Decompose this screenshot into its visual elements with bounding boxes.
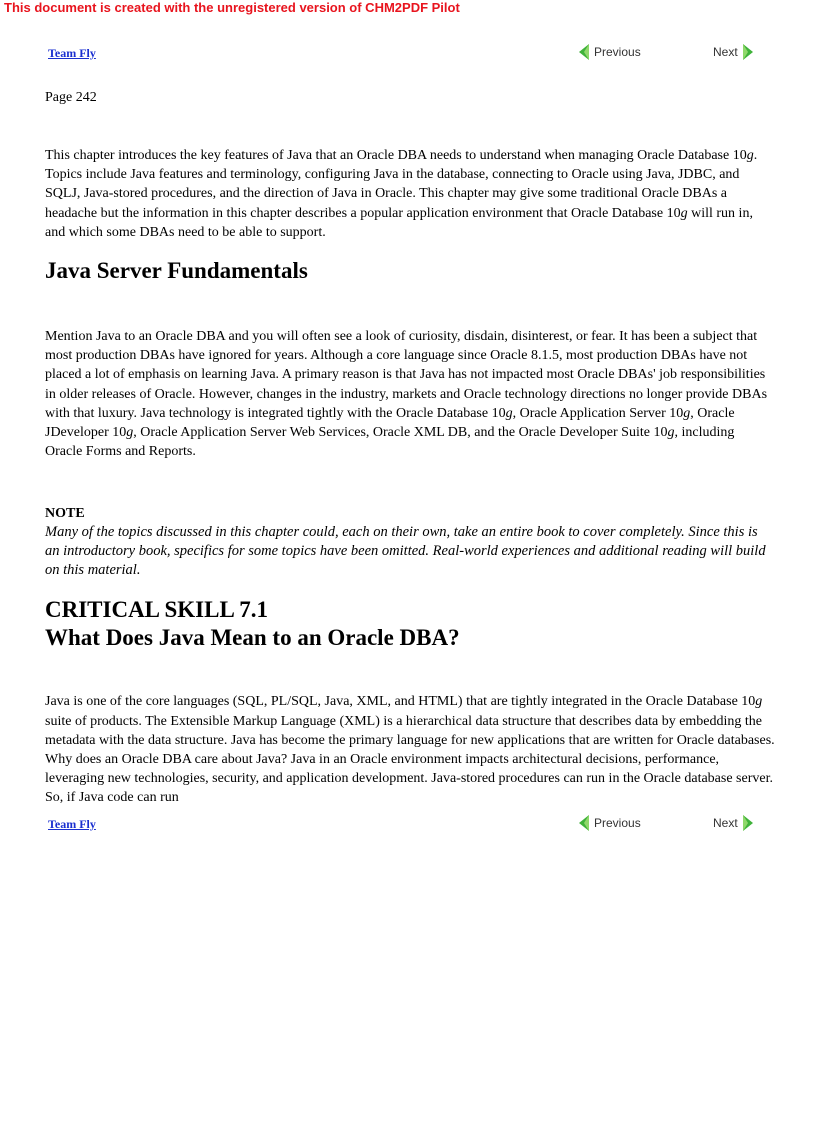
page-number: Page 242: [45, 90, 97, 105]
team-fly-link[interactable]: Team Fly: [48, 46, 96, 60]
previous-button[interactable]: [578, 43, 641, 61]
next-arrow-icon: [742, 43, 754, 61]
intro-paragraph: This chapter introduces the key features of Java that an Oracle DBA needs to understand when managing Oracle Database 10g. Topics include Java features and terminology, configuring Java in the database, connecting to Oracle using Java, JDBC, and SQLJ, Java-stored procedures, and the direction of Java in Oracle. This chapter may give some traditional Oracle DBAs a headache but the information in this chapter describes a popular application environment that Oracle Database 10g will run in, and which some DBAs need to be able to support.: [45, 148, 758, 240]
previous-label: Previous: [594, 45, 641, 59]
note-text: Many of the topics discussed in this chapter could, each on their own, take an entire book to cover completely. Since this is an introductory book, specifics for some topics have been omitted. Real-world experiences and additional reading will build on this material.: [45, 524, 766, 579]
section-heading-fundamentals: Java Server Fundamentals: [45, 258, 308, 284]
note-label: NOTE: [45, 506, 85, 522]
next-button-bottom[interactable]: [713, 814, 754, 832]
watermark-banner: This document is created with the unregistered version of CHM2PDF Pilot: [4, 0, 460, 15]
document-body: [45, 146, 775, 808]
skill-paragraph: Java is one of the core languages (SQL, PL/SQL, Java, XML, and HTML) that are tightly integrated in the Oracle Database 10g suite of products. The Extensible Markup Language (XML) is a hierarchical data structure that describes data by embedding the metadata with the data structure. Java has become the primary language for new applications that are written for Oracle databases. Why does an Oracle DBA care about Java? Java in an Oracle environment impacts architectural decisions, performance, leveraging new technologies, security, and application development. Java-stored procedures can run in the Oracle database server. So, if Java code can run: [45, 694, 775, 806]
bottom-navigation: [0, 812, 816, 834]
section-heading-critical-skill: [45, 596, 775, 652]
next-button[interactable]: [713, 43, 754, 61]
fundamentals-paragraph: Mention Java to an Oracle DBA and you will often see a look of curiosity, disdain, disinterest, or fear. It has been a subject that most production DBAs have ignored for years. Although a core language since Oracle 8.1.5, most production DBAs have not placed a lot of emphasis on learning Java. A primary reason is that Java has not impacted most Oracle DBAs' job responsibilities in older releases of Oracle. However, changes in the industry, markets and Oracle technology directions no longer provide DBAs with that luxury. Java technology is integrated tightly with the Oracle Database 10g, Oracle Application Server 10g, Oracle JDeveloper 10g, Oracle Application Server Web Services, Oracle XML DB, and the Oracle Developer Suite 10g, including Oracle Forms and Reports.: [45, 329, 768, 460]
previous-arrow-icon: [578, 43, 590, 61]
next-label: Next: [713, 816, 738, 830]
previous-label: Previous: [594, 816, 641, 830]
previous-arrow-icon: [578, 814, 590, 832]
top-navigation: [0, 41, 816, 63]
previous-button-bottom[interactable]: [578, 814, 641, 832]
next-arrow-icon: [742, 814, 754, 832]
next-label: Next: [713, 45, 738, 59]
critical-skill-number: CRITICAL SKILL 7.1: [45, 597, 269, 623]
team-fly-link-bottom[interactable]: Team Fly: [48, 817, 96, 831]
critical-skill-title: What Does Java Mean to an Oracle DBA?: [45, 625, 460, 651]
